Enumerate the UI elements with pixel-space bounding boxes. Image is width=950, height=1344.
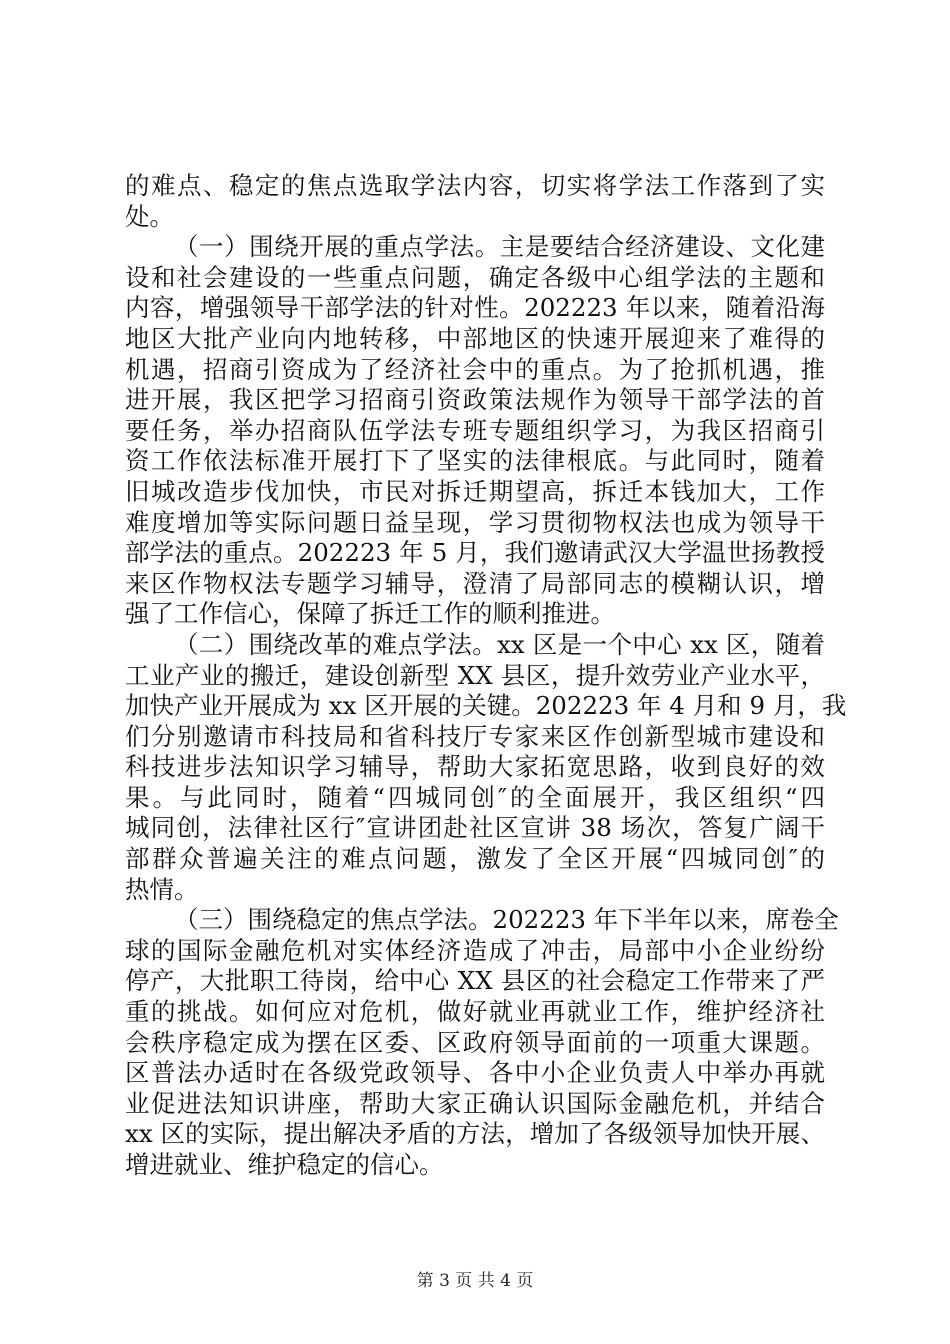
text-line: 内容，增强领导干部学法的针对性。202223 年以来，随着沿海 xyxy=(125,293,825,323)
text-line: 球的国际金融危机对实体经济造成了冲击，局部中小企业纷纷 xyxy=(125,935,825,965)
text-line: （二）围绕改革的难点学法。xx 区是一个中心 xx 区，随着 xyxy=(174,629,825,659)
text-line: 果。与此同时，随着“四城同创″的全面展开，我区组织“四 xyxy=(125,782,825,812)
text-line: 的难点、稳定的焦点选取学法内容，切实将学法工作落到了实 xyxy=(125,171,825,200)
text-line: 会秩序稳定成为摆在区委、区政府领导面前的一项重大课题。 xyxy=(125,1027,825,1057)
text-line: 科技进步法知识学习辅导，帮助大家拓宽思路，收到良好的效 xyxy=(125,752,825,782)
text-line: 热情。 xyxy=(125,874,199,904)
text-line: 难度增加等实际问题日益呈现，学习贯彻物权法也成为领导干 xyxy=(125,507,825,537)
text-line: 部群众普遍关注的难点问题，激发了全区开展“四城同创″的 xyxy=(125,844,825,874)
text-line: 来区作物权法专题学习辅导，澄清了局部同志的模糊认识，增 xyxy=(125,568,825,598)
text-line: 城同创，法律社区行″宣讲团赴社区宣讲 38 场次，答复广阔干 xyxy=(125,813,825,843)
text-line: 区普法办适时在各级党政领导、各中小企业负责人中举办再就 xyxy=(125,1058,825,1088)
page-footer: 第 3 页 共 4 页 xyxy=(416,1271,534,1291)
text-line: xx 区的实际，提出解决矛盾的方法，增加了各级领导加快开展、 xyxy=(125,1119,825,1149)
text-line: 工业产业的搬迁，建设创新型 XX 县区，提升效劳业产业水平， xyxy=(125,660,825,690)
text-line: 强了工作信心，保障了拆迁工作的顺利推进。 xyxy=(125,599,615,629)
text-line: 设和社会建设的一些重点问题，确定各级中心组学法的主题和 xyxy=(125,262,825,292)
document-body xyxy=(125,171,847,1181)
text-line: 进开展，我区把学习招商引资政策法规作为领导干部学法的首 xyxy=(125,385,825,415)
text-line: 增进就业、维护稳定的信心。 xyxy=(125,1150,444,1179)
text-line: 地区大批产业向内地转移，中部地区的快速开展迎来了难得的 xyxy=(125,323,825,353)
text-line: 们分别邀请市科技局和省科技厅专家来区作创新型城市建设和 xyxy=(125,721,825,751)
text-line: 重的挑战。如何应对危机，做好就业再就业工作，维护经济社 xyxy=(125,997,825,1027)
text-line: 要任务，举办招商队伍学法专班专题组织学习，为我区招商引 xyxy=(125,415,825,445)
text-line: 业促进法知识讲座，帮助大家正确认识国际金融危机，并结合 xyxy=(125,1088,825,1118)
text-line: （三）围绕稳定的焦点学法。202223 年下半年以来，席卷全 xyxy=(174,905,839,935)
text-line: 停产，大批职工待岗，给中心 XX 县区的社会稳定工作带来了严 xyxy=(125,966,825,996)
text-line: 部学法的重点。202223 年 5 月，我们邀请武汉大学温世扬教授 xyxy=(125,538,825,568)
text-line: （一）围绕开展的重点学法。主是要结合经济建设、文化建 xyxy=(174,232,825,262)
text-line: 机遇，招商引资成为了经济社会中的重点。为了抢抓机遇，推 xyxy=(125,354,825,384)
text-line: 旧城改造步伐加快，市民对拆迁期望高，拆迁本钱加大，工作 xyxy=(125,476,825,506)
text-line: 处。 xyxy=(125,201,174,231)
text-line: 资工作依法标准开展打下了坚实的法律根底。与此同时，随着 xyxy=(125,446,825,476)
text-line: 加快产业开展成为 xx 区开展的关键。202223 年 4 月和 9 月，我 xyxy=(125,691,847,721)
